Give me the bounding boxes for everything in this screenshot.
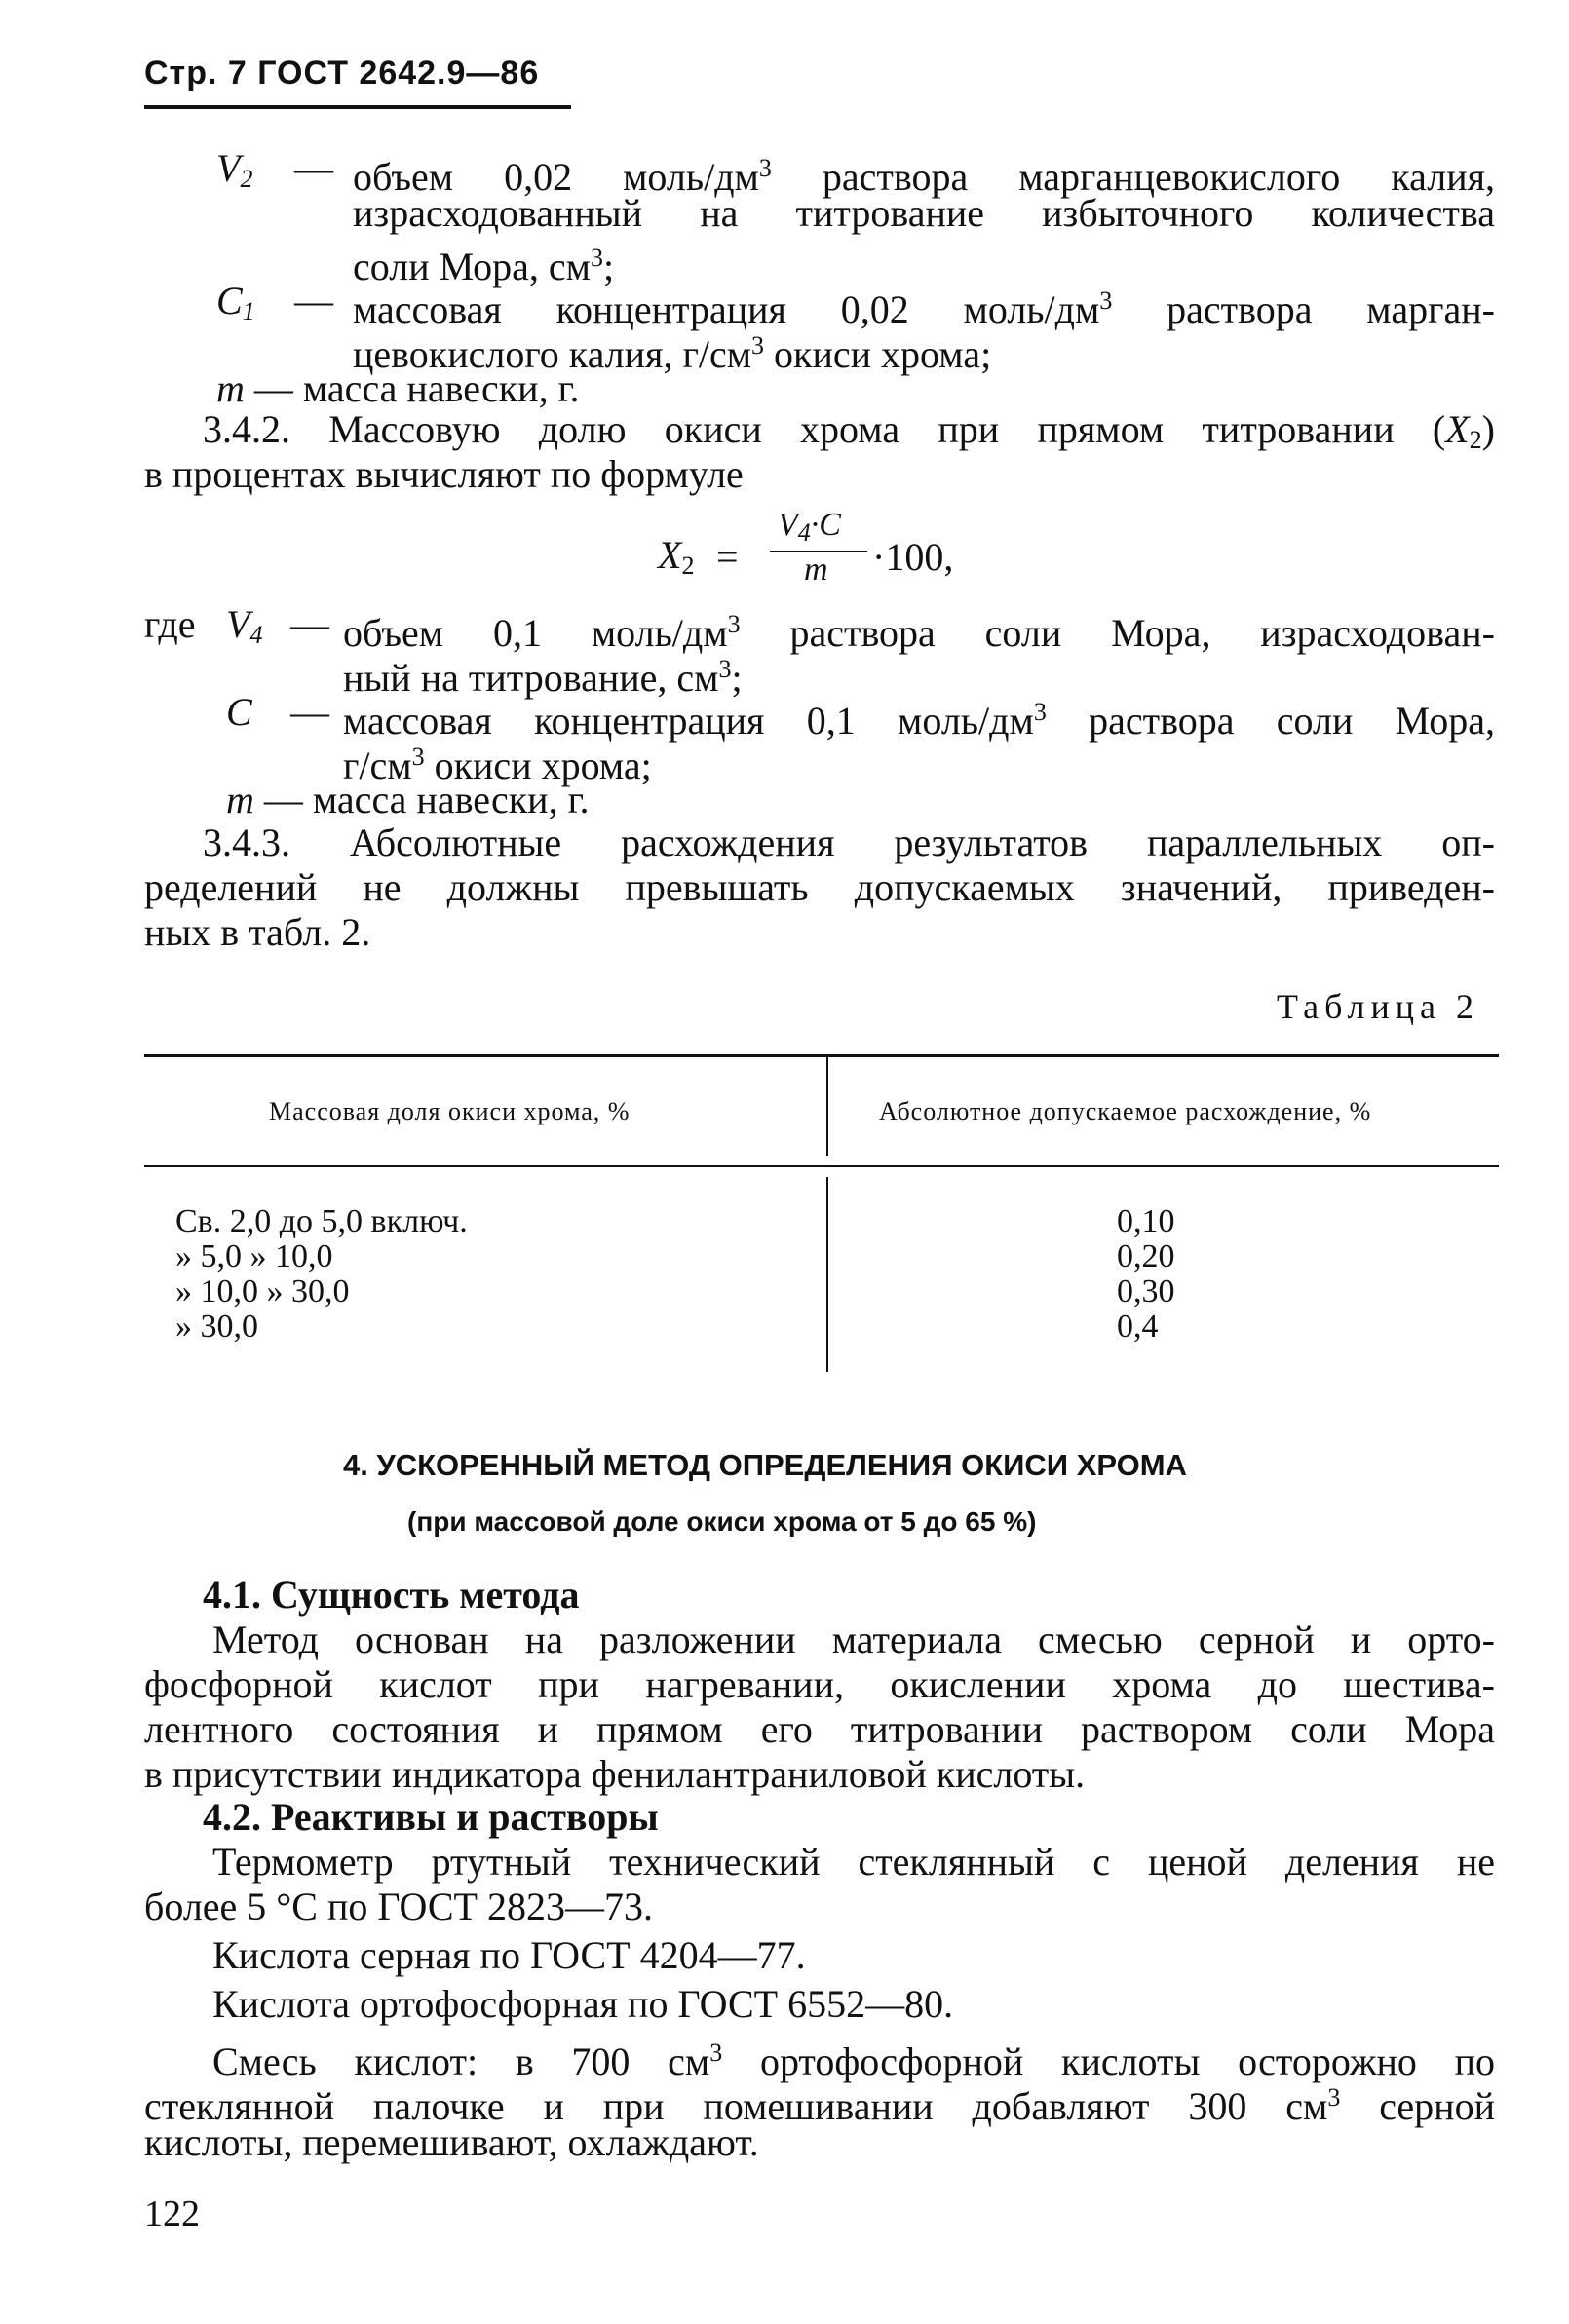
formula-multiplier: ·100, xyxy=(872,535,954,579)
s41-line-4: в присутствии индикатора фенилантраниловой кислоты. xyxy=(144,1752,1086,1796)
c-line-2: $г/см^3$ окиси хрома; xyxy=(343,743,652,787)
page-number: 122 xyxy=(144,2193,200,2234)
m-definition-1: m — масса навески, г. xyxy=(216,366,580,410)
c1-dash: — xyxy=(294,279,333,323)
s41-heading: 4.1. Сущность метода xyxy=(203,1573,580,1617)
table-row-1-value: 0,10 xyxy=(1117,1203,1175,1239)
s41-line-3: лентного состояния и прямом его титровании раствором соли Мора xyxy=(144,1707,1495,1751)
s42-p4-line-3: кислоты, перемешивают, охлаждают. xyxy=(144,2120,759,2164)
table-header-tolerance: Абсолютное допускаемое расхождение, % xyxy=(879,1097,1372,1125)
formula-denominator: m xyxy=(804,552,828,588)
header-rule xyxy=(144,105,571,109)
table-body-divider xyxy=(826,1177,828,1372)
v2-line-2: израсходованный на титрование избыточного количества xyxy=(353,191,1495,235)
v2-line-3: соли Мора, $см^3$; xyxy=(353,244,615,288)
s41-line-1: Метод основан на разложении материала смесью серной и орто- xyxy=(212,1618,1495,1661)
formula-equals: = xyxy=(716,535,739,579)
s42-p1-line-1: Термометр ртутный технический стеклянный с ценой деления не xyxy=(212,1840,1495,1884)
s41-line-2: фосфорной кислот при нагревании, окислении хрома до шестива- xyxy=(144,1662,1495,1706)
s42-p4-line-1: Смесь кислот: в 700 $см^3$ ортофосфорной кислоты осторожно по xyxy=(212,2038,1495,2083)
v4-line-1: объем 0,1 моль/$дм^3$ раствора соли Мора, израсходован- xyxy=(343,610,1495,655)
s42-p2: Кислота серная по ГОСТ 4204—77. xyxy=(212,1933,806,1977)
s42-p3: Кислота ортофосфорная по ГОСТ 6552—80. xyxy=(212,1982,954,2026)
c1-symbol: $C_1$ xyxy=(216,279,255,325)
v2-symbol: $V_2$ xyxy=(216,146,253,193)
c1-line-2: цевокислого калия, $г/см^3$ окиси хрома; xyxy=(353,331,992,376)
v2-line-1: объем 0,02 моль/$дм^3$ раствора марганцевокислого калия, xyxy=(353,154,1495,199)
table-row-4-range: » 30,0 xyxy=(175,1309,258,1345)
p342-line-2: в процентах вычисляют по формуле xyxy=(144,452,744,496)
table-row-3-value: 0,30 xyxy=(1117,1274,1175,1310)
table-header-divider xyxy=(826,1056,828,1156)
p343-line-1: 3.4.3. Абсолютные расхождения результатов параллельных оп- xyxy=(203,820,1495,864)
v4-dash: — xyxy=(290,602,329,646)
formula-x2 xyxy=(633,507,1023,594)
table-row-2-range: » 5,0 » 10,0 xyxy=(175,1238,333,1275)
section-4-title: 4. УСКОРЕННЫЙ МЕТОД ОПРЕДЕЛЕНИЯ ОКИСИ ХРОМА xyxy=(343,1448,1187,1482)
v2-dash: — xyxy=(294,146,333,190)
m-definition-2: m — масса навески, г. xyxy=(226,778,590,821)
c-dash: — xyxy=(290,690,329,734)
v4-symbol: $V_4$ xyxy=(226,602,263,649)
formula-lhs: $X_2$ xyxy=(658,533,695,580)
gde-word: где xyxy=(144,602,196,646)
table-row-1-range: Св. 2,0 до 5,0 включ. xyxy=(175,1203,468,1239)
table-row-4-value: 0,4 xyxy=(1117,1309,1159,1345)
table-row-3-range: » 10,0 » 30,0 xyxy=(175,1274,350,1310)
table-caption: Таблица 2 xyxy=(1277,987,1479,1026)
table-row-2-value: 0,20 xyxy=(1117,1238,1175,1275)
table-header-mass-fraction: Массовая доля окиси хрома, % xyxy=(269,1097,631,1125)
s42-p4-line-2: стеклянной палочке и при помешивании добавляют 300 $см^3$ серной xyxy=(144,2083,1495,2128)
formula-numerator: $V_4\cdot C$ xyxy=(778,507,841,547)
p342-line-1: 3.4.2. Массовую долю окиси хрома при прямом титровании $(X_2)$ xyxy=(203,407,1495,454)
table-header-rule xyxy=(144,1165,1499,1167)
page-header: Стр. 7 ГОСТ 2642.9—86 xyxy=(144,55,540,92)
s42-p1-line-2: более 5 °С по ГОСТ 2823—73. xyxy=(144,1885,653,1928)
p343-line-3: ных в табл. 2. xyxy=(144,910,371,954)
p343-line-2: ределений не должны превышать допускаемых значений, приведен- xyxy=(144,865,1495,909)
c-symbol: C xyxy=(226,690,252,734)
v4-line-2: ный на титрование, $см^3$; xyxy=(343,655,743,700)
section-4-subtitle: (при массовой доле окиси хрома от 5 до 65 %) xyxy=(407,1506,1037,1537)
c1-line-1: массовая концентрация 0,02 моль/$дм^3$ раствора марган- xyxy=(353,286,1495,331)
table-top-rule xyxy=(144,1054,1499,1057)
s42-heading: 4.2. Реактивы и растворы xyxy=(203,1795,659,1839)
c-line-1: массовая концентрация 0,1 моль/$дм^3$ раствора соли Мора, xyxy=(343,698,1495,743)
